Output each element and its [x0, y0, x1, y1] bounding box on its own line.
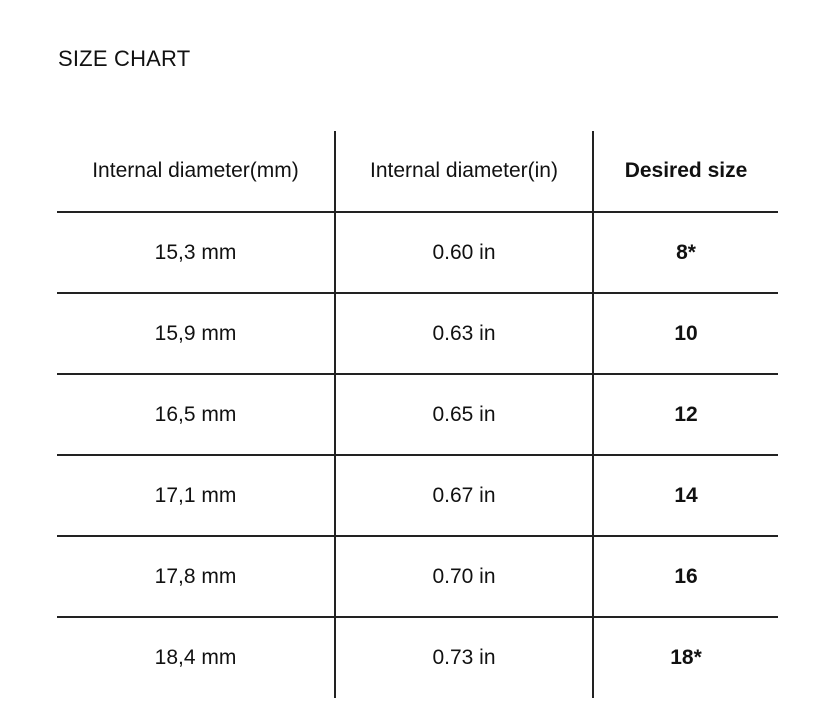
table-row: [57, 455, 778, 536]
cell-desired-size: 16: [593, 536, 778, 617]
cell-desired-size: 14: [593, 455, 778, 536]
header-internal-diameter-in: Internal diameter(in): [335, 131, 593, 212]
table-row: [57, 617, 778, 698]
header-internal-diameter-mm: Internal diameter(mm): [57, 131, 335, 212]
cell-diameter-mm: 17,1 mm: [57, 455, 335, 536]
cell-diameter-mm: 15,9 mm: [57, 293, 335, 374]
cell-diameter-in: 0.67 in: [335, 455, 593, 536]
cell-diameter-mm: 16,5 mm: [57, 374, 335, 455]
cell-diameter-mm: 15,3 mm: [57, 212, 335, 293]
cell-diameter-in: 0.60 in: [335, 212, 593, 293]
size-chart-table: [57, 131, 778, 698]
table-row: [57, 212, 778, 293]
cell-desired-size: 10: [593, 293, 778, 374]
cell-diameter-in: 0.73 in: [335, 617, 593, 698]
cell-diameter-in: 0.63 in: [335, 293, 593, 374]
table-header-row: [57, 131, 778, 212]
cell-diameter-in: 0.65 in: [335, 374, 593, 455]
size-chart-table-container: [57, 131, 778, 694]
cell-desired-size: 18*: [670, 646, 702, 669]
cell-desired-size: 8*: [593, 212, 778, 293]
cell-diameter-in: 0.70 in: [335, 536, 593, 617]
table-row: [57, 536, 778, 617]
table-row: [57, 293, 778, 374]
cell-desired-size: 12: [593, 374, 778, 455]
cell-diameter-mm: 17,8 mm: [57, 536, 335, 617]
cell-diameter-mm: 18,4 mm: [57, 617, 335, 698]
page-title: SIZE CHART: [58, 46, 191, 71]
table-row: [57, 374, 778, 455]
header-desired-size: Desired size: [593, 131, 778, 212]
